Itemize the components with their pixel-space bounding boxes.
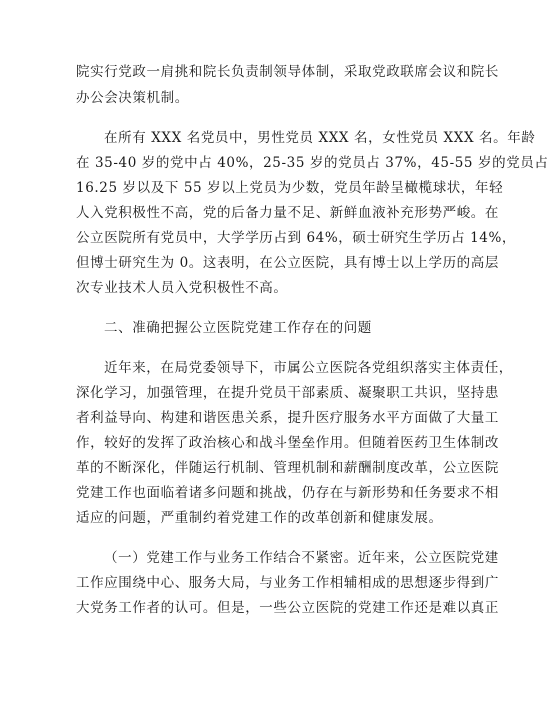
subsection-heading-line: （一）党建工作与业务工作结合不紧密。近年来，公立医院党建 [104, 550, 499, 566]
text-line: 工作应围绕中心、服务大局，与业务工作相辅相成的思想逐步得到广 [76, 575, 499, 591]
text-line: 深化学习，加强管理，在提升党员干部素质、凝聚职工共识，坚持患 [76, 385, 499, 401]
text-line: 作，较好的发挥了政治核心和战斗堡垒作用。但随着医药卫生体制改 [76, 435, 499, 451]
text-line: 大党务工作者的认可。但是，一些公立医院的党建工作还是难以真正 [76, 600, 499, 616]
text-line: 16.25 岁以及下 55 岁以上党员为少数，党员年龄呈橄榄球状，年轻 [76, 180, 504, 196]
text-line: 办公会决策机制。 [76, 90, 189, 106]
text-line: 但博士研究生为 0。这表明，在公立医院，具有博士以上学历的高层 [76, 255, 499, 271]
text-line: 革的不断深化，伴随运行机制、管理机制和薪酬制度改革，公立医院 [76, 460, 499, 476]
text-line: 次专业技术人员入党积极性不高。 [76, 280, 288, 296]
text-line: 适应的问题，严重制约着党建工作的改革创新和健康发展。 [76, 510, 443, 526]
text-line: 公立医院所有党员中，大学学历占到 64%，硕士研究生学历占 14%， [76, 230, 516, 246]
section-heading: 二、准确把握公立医院党建工作存在的问题 [104, 320, 372, 336]
text-line: 党建工作也面临着诸多问题和挑战，仍存在与新形势和任务要求不相 [76, 485, 499, 501]
text-line: 者利益导向、构建和谐医患关系，提升医疗服务水平方面做了大量工 [76, 410, 499, 426]
paragraph-first-line: 在所有 XXX 名党员中，男性党员 XXX 名，女性党员 XXX 名。年龄 [104, 130, 536, 146]
text-line: 院实行党政一肩挑和院长负责制领导体制，采取党政联席会议和院长 [76, 64, 499, 80]
text-line: 在 35-40 岁的党中占 40%，25-35 岁的党员占 37%，45-55 岁的党员占 [76, 155, 549, 171]
text-line: 人入党积极性不高，党的后备力量不足、新鲜血液补充形势严峻。在 [76, 205, 499, 221]
paragraph-first-line: 近年来，在局党委领导下，市属公立医院各党组织落实主体责任， [104, 360, 513, 376]
